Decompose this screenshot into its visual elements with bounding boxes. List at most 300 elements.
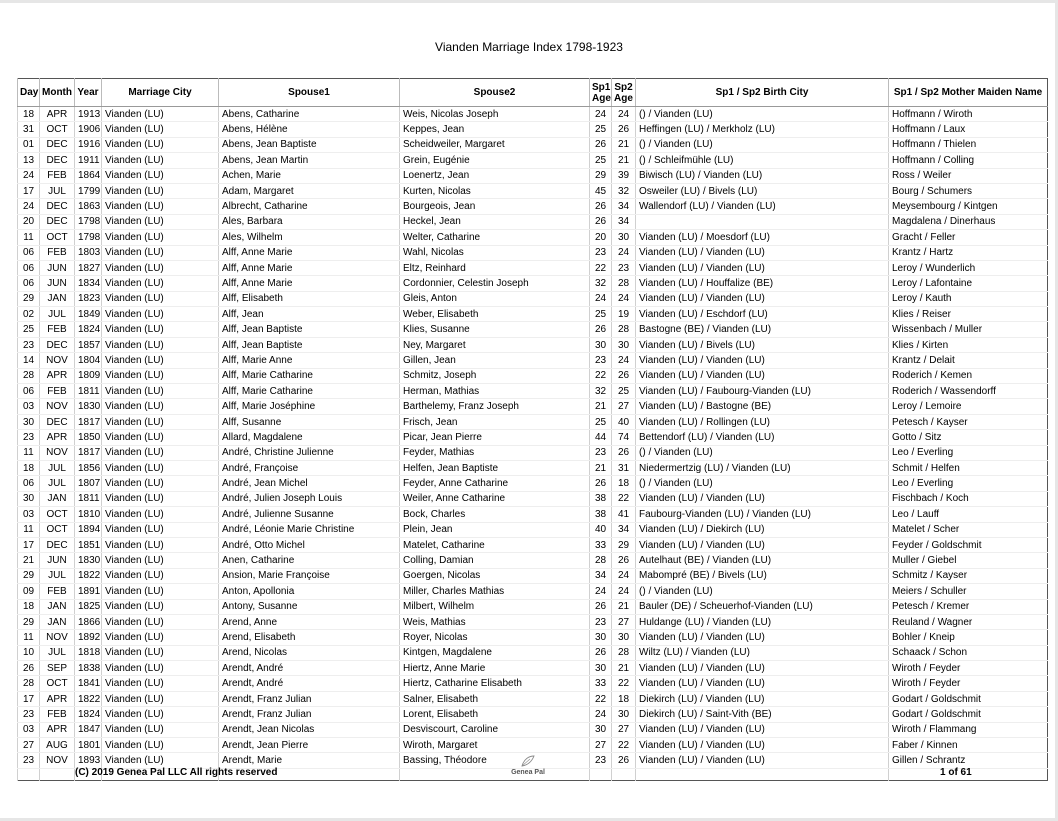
cell-month: NOV <box>40 630 75 645</box>
cell-year: 1798 <box>75 230 102 245</box>
cell-spouse2: Keppes, Jean <box>400 122 590 137</box>
cell-sp2-age: 25 <box>612 384 636 399</box>
cell-day: 03 <box>18 399 40 414</box>
cell-spouse2: Helfen, Jean Baptiste <box>400 460 590 475</box>
cell-birth-city: () / Vianden (LU) <box>636 137 889 152</box>
table-row <box>18 707 1048 722</box>
cell-mother-maiden-name: Schaack / Schon <box>889 645 1048 660</box>
cell-year: 1817 <box>75 445 102 460</box>
cell-marriage-city: Vianden (LU) <box>102 260 219 275</box>
cell-sp1-age: 27 <box>590 738 612 753</box>
cell-sp1-age: 24 <box>590 107 612 122</box>
cell-birth-city: Vianden (LU) / Vianden (LU) <box>636 291 889 306</box>
table-row <box>18 353 1048 368</box>
cell-mother-maiden-name: Leroy / Lemoire <box>889 399 1048 414</box>
cell-marriage-city: Vianden (LU) <box>102 476 219 491</box>
cell-marriage-city: Vianden (LU) <box>102 753 219 768</box>
empty-cell <box>18 768 40 780</box>
column-header-birth-city: Sp1 / Sp2 Birth City <box>636 79 889 107</box>
cell-spouse2: Scheidweiler, Margaret <box>400 137 590 152</box>
cell-day: 06 <box>18 276 40 291</box>
cell-month: JUL <box>40 476 75 491</box>
cell-month: NOV <box>40 353 75 368</box>
cell-marriage-city: Vianden (LU) <box>102 445 219 460</box>
cell-day: 26 <box>18 661 40 676</box>
cell-spouse2: Heckel, Jean <box>400 214 590 229</box>
cell-marriage-city: Vianden (LU) <box>102 722 219 737</box>
table-header-row <box>18 79 1048 107</box>
table-row <box>18 183 1048 198</box>
table-row <box>18 414 1048 429</box>
cell-sp1-age: 23 <box>590 614 612 629</box>
cell-spouse1: Alff, Jean <box>219 307 400 322</box>
cell-year: 1811 <box>75 384 102 399</box>
cell-sp1-age: 30 <box>590 722 612 737</box>
cell-sp1-age: 24 <box>590 584 612 599</box>
cell-year: 1807 <box>75 476 102 491</box>
cell-spouse1: Alff, Marie Catharine <box>219 384 400 399</box>
cell-marriage-city: Vianden (LU) <box>102 337 219 352</box>
empty-cell <box>590 768 612 780</box>
cell-sp1-age: 44 <box>590 430 612 445</box>
cell-day: 10 <box>18 645 40 660</box>
table-row <box>18 738 1048 753</box>
cell-month: OCT <box>40 122 75 137</box>
cell-sp1-age: 30 <box>590 337 612 352</box>
table-row <box>18 276 1048 291</box>
cell-month: JAN <box>40 291 75 306</box>
cell-sp2-age: 22 <box>612 738 636 753</box>
cell-year: 1893 <box>75 753 102 768</box>
cell-spouse2: Wiroth, Margaret <box>400 738 590 753</box>
cell-month: APR <box>40 107 75 122</box>
cell-month: JUN <box>40 276 75 291</box>
cell-month: JAN <box>40 599 75 614</box>
cell-sp1-age: 25 <box>590 307 612 322</box>
cell-sp1-age: 26 <box>590 137 612 152</box>
cell-sp1-age: 40 <box>590 522 612 537</box>
cell-day: 11 <box>18 230 40 245</box>
cell-birth-city: Mabompré (BE) / Bivels (LU) <box>636 568 889 583</box>
cell-month: FEB <box>40 584 75 599</box>
empty-cell <box>636 768 889 780</box>
cell-sp1-age: 22 <box>590 260 612 275</box>
cell-month: JUN <box>40 553 75 568</box>
cell-day: 06 <box>18 476 40 491</box>
cell-mother-maiden-name: Meysembourg / Kintgen <box>889 199 1048 214</box>
cell-marriage-city: Vianden (LU) <box>102 522 219 537</box>
cell-spouse1: Abens, Jean Baptiste <box>219 137 400 152</box>
cell-month: APR <box>40 368 75 383</box>
cell-birth-city: Vianden (LU) / Houffalize (BE) <box>636 276 889 291</box>
cell-birth-city: () / Vianden (LU) <box>636 445 889 460</box>
cell-day: 18 <box>18 599 40 614</box>
cell-mother-maiden-name: Leo / Lauff <box>889 507 1048 522</box>
cell-marriage-city: Vianden (LU) <box>102 168 219 183</box>
cell-year: 1818 <box>75 645 102 660</box>
table-row <box>18 691 1048 706</box>
cell-month: FEB <box>40 384 75 399</box>
cell-spouse2: Hiertz, Anne Marie <box>400 661 590 676</box>
cell-mother-maiden-name: Petesch / Kayser <box>889 414 1048 429</box>
cell-month: FEB <box>40 168 75 183</box>
cell-birth-city: Wiltz (LU) / Vianden (LU) <box>636 645 889 660</box>
cell-mother-maiden-name: Reuland / Wagner <box>889 614 1048 629</box>
cell-birth-city: Autelhaut (BE) / Vianden (LU) <box>636 553 889 568</box>
cell-year: 1849 <box>75 307 102 322</box>
cell-day: 17 <box>18 537 40 552</box>
cell-day: 11 <box>18 630 40 645</box>
cell-month: FEB <box>40 707 75 722</box>
cell-sp1-age: 25 <box>590 414 612 429</box>
cell-mother-maiden-name: Leroy / Lafontaine <box>889 276 1048 291</box>
cell-day: 25 <box>18 322 40 337</box>
table-row <box>18 661 1048 676</box>
cell-day: 29 <box>18 291 40 306</box>
cell-year: 1894 <box>75 522 102 537</box>
cell-spouse2: Cordonnier, Celestin Joseph <box>400 276 590 291</box>
cell-spouse1: Arend, Anne <box>219 614 400 629</box>
cell-mother-maiden-name: Godart / Goldschmit <box>889 691 1048 706</box>
cell-month: NOV <box>40 399 75 414</box>
cell-day: 28 <box>18 676 40 691</box>
cell-year: 1863 <box>75 199 102 214</box>
cell-marriage-city: Vianden (LU) <box>102 537 219 552</box>
cell-mother-maiden-name: Klies / Reiser <box>889 307 1048 322</box>
cell-sp1-age: 32 <box>590 384 612 399</box>
cell-month: NOV <box>40 445 75 460</box>
table-row <box>18 322 1048 337</box>
cell-spouse1: Arendt, André <box>219 676 400 691</box>
cell-spouse2: Eltz, Reinhard <box>400 260 590 275</box>
cell-day: 03 <box>18 722 40 737</box>
table-row <box>18 168 1048 183</box>
cell-spouse1: Arendt, Franz Julian <box>219 707 400 722</box>
cell-birth-city: Vianden (LU) / Moesdorf (LU) <box>636 230 889 245</box>
cell-spouse2: Weber, Elisabeth <box>400 307 590 322</box>
cell-marriage-city: Vianden (LU) <box>102 630 219 645</box>
cell-birth-city: Vianden (LU) / Vianden (LU) <box>636 661 889 676</box>
cell-month: OCT <box>40 676 75 691</box>
table-row <box>18 430 1048 445</box>
cell-marriage-city: Vianden (LU) <box>102 707 219 722</box>
cell-day: 14 <box>18 353 40 368</box>
cell-marriage-city: Vianden (LU) <box>102 414 219 429</box>
table-row <box>18 260 1048 275</box>
cell-sp2-age: 21 <box>612 599 636 614</box>
cell-sp2-age: 34 <box>612 522 636 537</box>
cell-sp2-age: 18 <box>612 476 636 491</box>
cell-mother-maiden-name: Faber / Kinnen <box>889 738 1048 753</box>
cell-birth-city: Vianden (LU) / Eschdorf (LU) <box>636 307 889 322</box>
cell-month: DEC <box>40 214 75 229</box>
cell-birth-city: Heffingen (LU) / Merkholz (LU) <box>636 122 889 137</box>
cell-marriage-city: Vianden (LU) <box>102 384 219 399</box>
cell-year: 1841 <box>75 676 102 691</box>
cell-spouse1: Arendt, Marie <box>219 753 400 768</box>
cell-sp2-age: 40 <box>612 414 636 429</box>
cell-year: 1856 <box>75 460 102 475</box>
cell-spouse1: Alff, Jean Baptiste <box>219 337 400 352</box>
cell-month: OCT <box>40 522 75 537</box>
cell-mother-maiden-name: Leroy / Wunderlich <box>889 260 1048 275</box>
cell-spouse2: Schmitz, Joseph <box>400 368 590 383</box>
cell-birth-city: Biwisch (LU) / Vianden (LU) <box>636 168 889 183</box>
cell-spouse1: Abens, Catharine <box>219 107 400 122</box>
cell-marriage-city: Vianden (LU) <box>102 599 219 614</box>
cell-year: 1822 <box>75 568 102 583</box>
empty-cell <box>400 768 590 780</box>
cell-month: JUL <box>40 307 75 322</box>
cell-mother-maiden-name: Hoffmann / Wiroth <box>889 107 1048 122</box>
cell-year: 1799 <box>75 183 102 198</box>
cell-birth-city: Vianden (LU) / Vianden (LU) <box>636 491 889 506</box>
cell-sp2-age: 27 <box>612 614 636 629</box>
cell-spouse2: Weis, Nicolas Joseph <box>400 107 590 122</box>
cell-sp1-age: 23 <box>590 245 612 260</box>
cell-birth-city: Diekirch (LU) / Vianden (LU) <box>636 691 889 706</box>
cell-spouse2: Salner, Elisabeth <box>400 691 590 706</box>
table-row <box>18 645 1048 660</box>
cell-sp1-age: 26 <box>590 214 612 229</box>
cell-month: NOV <box>40 753 75 768</box>
cell-spouse2: Lorent, Elisabeth <box>400 707 590 722</box>
cell-month: APR <box>40 430 75 445</box>
cell-year: 1892 <box>75 630 102 645</box>
cell-marriage-city: Vianden (LU) <box>102 107 219 122</box>
cell-mother-maiden-name: Leo / Everling <box>889 476 1048 491</box>
column-header-year: Year <box>75 79 102 107</box>
table-row <box>18 476 1048 491</box>
cell-day: 23 <box>18 753 40 768</box>
cell-sp2-age: 24 <box>612 353 636 368</box>
cell-day: 11 <box>18 522 40 537</box>
cell-sp2-age: 28 <box>612 276 636 291</box>
cell-year: 1822 <box>75 691 102 706</box>
cell-spouse2: Goergen, Nicolas <box>400 568 590 583</box>
cell-mother-maiden-name: Gotto / Sitz <box>889 430 1048 445</box>
cell-day: 11 <box>18 445 40 460</box>
cell-sp1-age: 34 <box>590 568 612 583</box>
cell-year: 1804 <box>75 353 102 368</box>
cell-month: JUL <box>40 460 75 475</box>
cell-spouse1: Albrecht, Catharine <box>219 199 400 214</box>
cell-spouse1: Abens, Hélène <box>219 122 400 137</box>
column-header-day: Day <box>18 79 40 107</box>
cell-spouse2: Weiler, Anne Catharine <box>400 491 590 506</box>
table-row <box>18 107 1048 122</box>
table-row <box>18 199 1048 214</box>
cell-spouse1: Anen, Catharine <box>219 553 400 568</box>
table-body <box>18 107 1048 781</box>
cell-year: 1830 <box>75 399 102 414</box>
cell-mother-maiden-name: Bourg / Schumers <box>889 183 1048 198</box>
cell-spouse1: Alff, Susanne <box>219 414 400 429</box>
cell-birth-city: Bastogne (BE) / Vianden (LU) <box>636 322 889 337</box>
cell-year: 1864 <box>75 168 102 183</box>
cell-marriage-city: Vianden (LU) <box>102 491 219 506</box>
cell-sp2-age: 41 <box>612 507 636 522</box>
cell-sp2-age: 26 <box>612 368 636 383</box>
cell-marriage-city: Vianden (LU) <box>102 738 219 753</box>
cell-sp1-age: 45 <box>590 183 612 198</box>
cell-marriage-city: Vianden (LU) <box>102 353 219 368</box>
column-header-spouse1: Spouse1 <box>219 79 400 107</box>
cell-spouse1: Alff, Anne Marie <box>219 245 400 260</box>
cell-month: JAN <box>40 614 75 629</box>
cell-marriage-city: Vianden (LU) <box>102 661 219 676</box>
cell-day: 30 <box>18 491 40 506</box>
column-header-sp1-age: Sp1 Age <box>590 79 612 107</box>
cell-sp2-age: 27 <box>612 722 636 737</box>
cell-spouse2: Royer, Nicolas <box>400 630 590 645</box>
cell-mother-maiden-name: Wiroth / Feyder <box>889 661 1048 676</box>
cell-day: 01 <box>18 137 40 152</box>
cell-spouse1: André, Jean Michel <box>219 476 400 491</box>
cell-birth-city: Osweiler (LU) / Bivels (LU) <box>636 183 889 198</box>
cell-birth-city: Faubourg-Vianden (LU) / Vianden (LU) <box>636 507 889 522</box>
table-row <box>18 245 1048 260</box>
page-number: 1 of 61 <box>940 767 972 778</box>
cell-marriage-city: Vianden (LU) <box>102 584 219 599</box>
cell-spouse1: André, Léonie Marie Christine <box>219 522 400 537</box>
cell-mother-maiden-name: Klies / Kirten <box>889 337 1048 352</box>
cell-spouse2: Welter, Catharine <box>400 230 590 245</box>
table-row <box>18 630 1048 645</box>
cell-year: 1891 <box>75 584 102 599</box>
cell-sp2-age: 30 <box>612 707 636 722</box>
cell-birth-city <box>636 214 889 229</box>
cell-birth-city: Vianden (LU) / Faubourg-Vianden (LU) <box>636 384 889 399</box>
column-header-mother-maiden-name: Sp1 / Sp2 Mother Maiden Name <box>889 79 1048 107</box>
cell-sp2-age: 39 <box>612 168 636 183</box>
cell-birth-city: Vianden (LU) / Vianden (LU) <box>636 738 889 753</box>
table-row <box>18 614 1048 629</box>
cell-mother-maiden-name: Krantz / Delait <box>889 353 1048 368</box>
cell-spouse2: Gleis, Anton <box>400 291 590 306</box>
cell-sp2-age: 32 <box>612 183 636 198</box>
cell-sp1-age: 20 <box>590 230 612 245</box>
column-header-month: Month <box>40 79 75 107</box>
cell-mother-maiden-name: Muller / Giebel <box>889 553 1048 568</box>
cell-spouse2: Bassing, Théodore <box>400 753 590 768</box>
table-row <box>18 399 1048 414</box>
cell-sp1-age: 24 <box>590 707 612 722</box>
cell-month: DEC <box>40 199 75 214</box>
table-row <box>18 507 1048 522</box>
cell-spouse2: Kintgen, Magdalene <box>400 645 590 660</box>
cell-marriage-city: Vianden (LU) <box>102 153 219 168</box>
cell-mother-maiden-name: Gracht / Feller <box>889 230 1048 245</box>
cell-spouse1: Ales, Wilhelm <box>219 230 400 245</box>
cell-mother-maiden-name: Meiers / Schuller <box>889 584 1048 599</box>
document-title: Vianden Marriage Index 1798-1923 <box>435 40 623 54</box>
cell-birth-city: Vianden (LU) / Bastogne (BE) <box>636 399 889 414</box>
cell-year: 1824 <box>75 707 102 722</box>
cell-birth-city: Vianden (LU) / Vianden (LU) <box>636 260 889 275</box>
cell-sp1-age: 30 <box>590 630 612 645</box>
empty-cell <box>40 768 75 780</box>
cell-marriage-city: Vianden (LU) <box>102 291 219 306</box>
cell-year: 1913 <box>75 107 102 122</box>
cell-day: 24 <box>18 168 40 183</box>
cell-sp2-age: 27 <box>612 399 636 414</box>
cell-marriage-city: Vianden (LU) <box>102 307 219 322</box>
cell-spouse1: Alff, Marie Catharine <box>219 368 400 383</box>
cell-sp2-age: 18 <box>612 691 636 706</box>
cell-sp1-age: 23 <box>590 353 612 368</box>
genea-pal-logo <box>503 754 553 776</box>
table-row <box>18 307 1048 322</box>
cell-sp2-age: 28 <box>612 645 636 660</box>
cell-sp2-age: 30 <box>612 230 636 245</box>
cell-spouse1: Alff, Marie Joséphine <box>219 399 400 414</box>
table-row <box>18 214 1048 229</box>
cell-sp2-age: 21 <box>612 153 636 168</box>
cell-marriage-city: Vianden (LU) <box>102 322 219 337</box>
cell-mother-maiden-name: Hoffmann / Colling <box>889 153 1048 168</box>
cell-sp2-age: 26 <box>612 553 636 568</box>
cell-day: 24 <box>18 199 40 214</box>
cell-month: JUL <box>40 183 75 198</box>
cell-mother-maiden-name: Schmitz / Kayser <box>889 568 1048 583</box>
cell-day: 18 <box>18 460 40 475</box>
cell-spouse1: André, Otto Michel <box>219 537 400 552</box>
cell-spouse2: Bock, Charles <box>400 507 590 522</box>
cell-sp2-age: 26 <box>612 122 636 137</box>
cell-birth-city: Vianden (LU) / Vianden (LU) <box>636 630 889 645</box>
cell-spouse1: Alff, Elisabeth <box>219 291 400 306</box>
cell-month: AUG <box>40 738 75 753</box>
cell-sp1-age: 26 <box>590 199 612 214</box>
cell-spouse2: Herman, Mathias <box>400 384 590 399</box>
table-row <box>18 599 1048 614</box>
cell-marriage-city: Vianden (LU) <box>102 199 219 214</box>
cell-sp1-age: 21 <box>590 399 612 414</box>
cell-spouse2: Wahl, Nicolas <box>400 245 590 260</box>
cell-spouse2: Grein, Eugénie <box>400 153 590 168</box>
table-row <box>18 553 1048 568</box>
cell-sp1-age: 26 <box>590 645 612 660</box>
cell-year: 1798 <box>75 214 102 229</box>
cell-birth-city: Vianden (LU) / Diekirch (LU) <box>636 522 889 537</box>
cell-sp1-age: 38 <box>590 507 612 522</box>
cell-birth-city: Vianden (LU) / Rollingen (LU) <box>636 414 889 429</box>
cell-sp1-age: 33 <box>590 537 612 552</box>
cell-month: OCT <box>40 230 75 245</box>
cell-day: 20 <box>18 214 40 229</box>
table-row <box>18 445 1048 460</box>
cell-day: 23 <box>18 337 40 352</box>
column-header-sp2-age: Sp2 Age <box>612 79 636 107</box>
cell-mother-maiden-name: Wissenbach / Muller <box>889 322 1048 337</box>
cell-year: 1851 <box>75 537 102 552</box>
cell-sp1-age: 32 <box>590 276 612 291</box>
cell-month: OCT <box>40 507 75 522</box>
cell-birth-city: Bettendorf (LU) / Vianden (LU) <box>636 430 889 445</box>
cell-mother-maiden-name: Leroy / Kauth <box>889 291 1048 306</box>
cell-year: 1827 <box>75 260 102 275</box>
cell-marriage-city: Vianden (LU) <box>102 691 219 706</box>
cell-mother-maiden-name: Magdalena / Dinerhaus <box>889 214 1048 229</box>
cell-sp1-age: 26 <box>590 476 612 491</box>
cell-sp1-age: 25 <box>590 122 612 137</box>
cell-spouse1: Alff, Anne Marie <box>219 260 400 275</box>
column-header-spouse2: Spouse2 <box>400 79 590 107</box>
cell-month: FEB <box>40 322 75 337</box>
cell-sp2-age: 31 <box>612 460 636 475</box>
cell-mother-maiden-name: Roderich / Kemen <box>889 368 1048 383</box>
